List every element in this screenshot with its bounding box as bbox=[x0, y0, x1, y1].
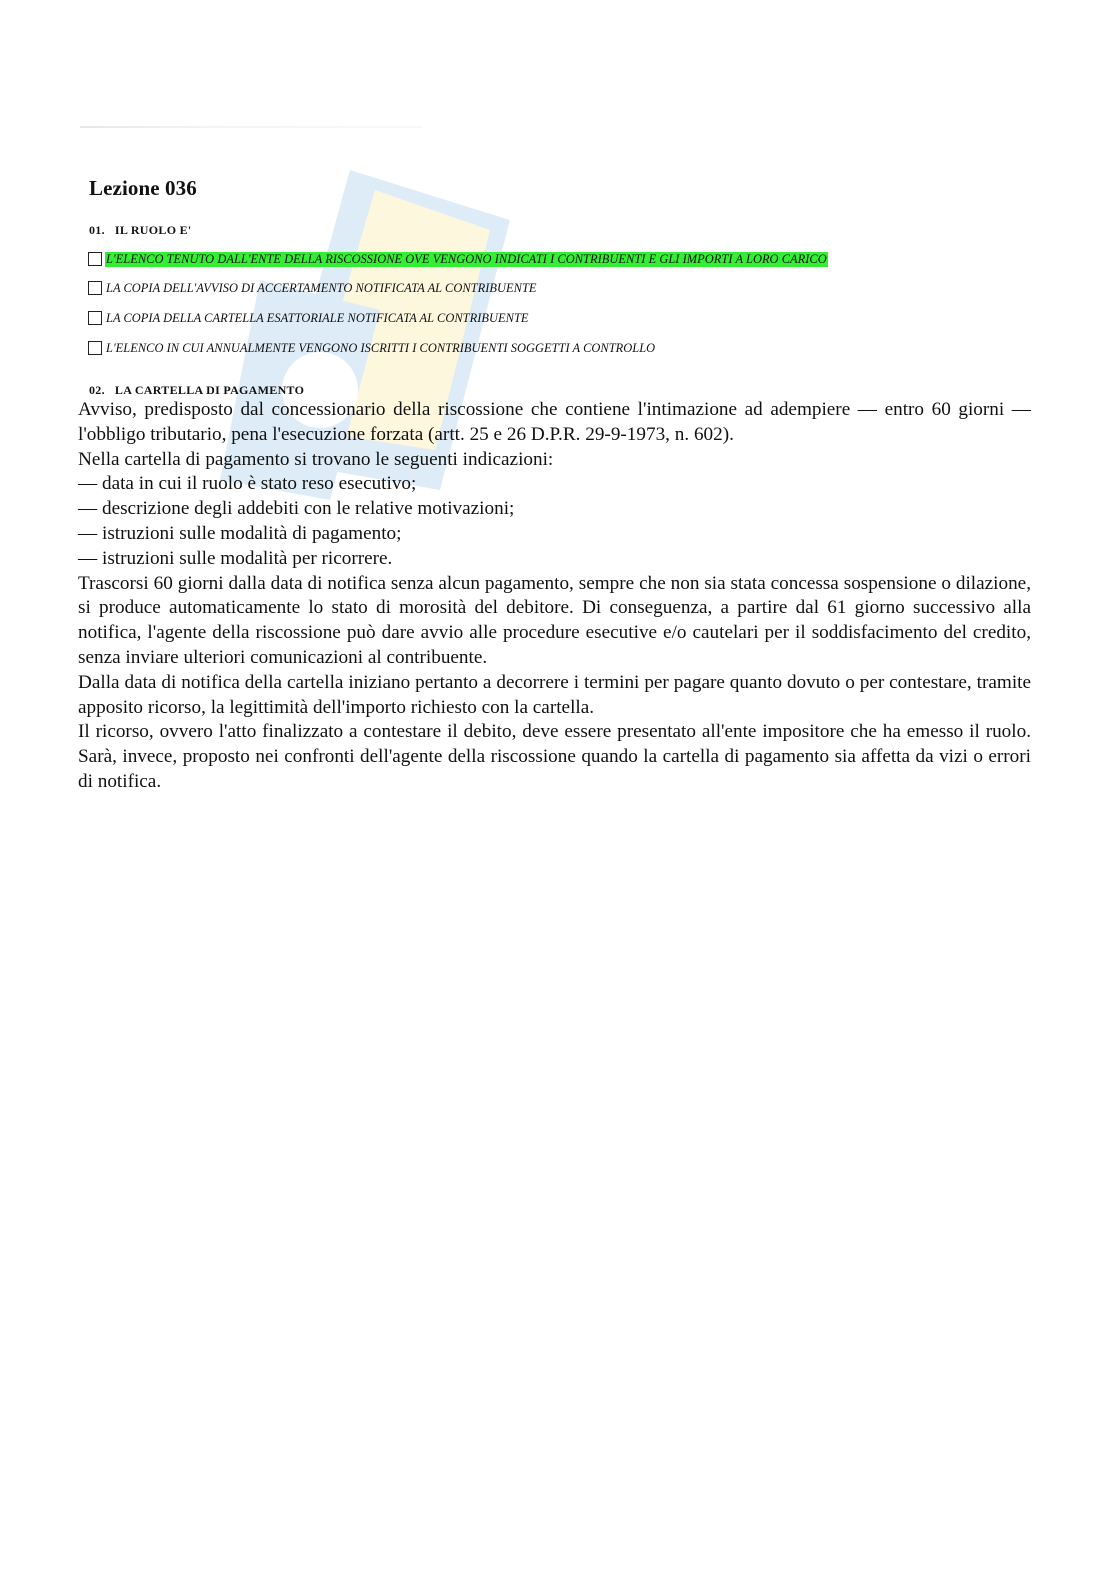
option-3[interactable] bbox=[88, 309, 530, 327]
answer-list-item: — istruzioni sulle modalità di pagamento; bbox=[78, 522, 402, 544]
question-number: 01. bbox=[89, 223, 105, 237]
question-number: 02. bbox=[89, 383, 105, 397]
answer-list-item: — descrizione degli addebiti con le relative motivazioni; bbox=[78, 498, 515, 520]
lesson-title: Lezione 036 bbox=[89, 176, 197, 200]
option-1[interactable] bbox=[88, 250, 828, 268]
question-heading-02 bbox=[89, 383, 304, 398]
checkbox-icon[interactable] bbox=[88, 341, 102, 355]
option-text: LA COPIA DELLA CARTELLA ESATTORIALE NOTIFICATA AL CONTRIBUENTE bbox=[106, 310, 529, 325]
option-text: LA COPIA DELL'AVVISO DI ACCERTAMENTO NOTIFICATA AL CONTRIBUENTE bbox=[106, 280, 537, 295]
checkbox-icon[interactable] bbox=[88, 281, 102, 295]
answer-list-item: — istruzioni sulle modalità per ricorrere. bbox=[78, 547, 393, 569]
checkbox-icon[interactable] bbox=[88, 311, 102, 325]
checkbox-icon[interactable] bbox=[88, 252, 102, 266]
answer-paragraph: Trascorsi 60 giorni dalla data di notifica senza alcun pagamento, sempre che non sia stata concessa sospensione o dilazione, si produce automaticamente lo stato di morosità del debitore. Di conseguenza, a partire dal 61 giorno successivo alla notifica, l'agente della riscossione può dare avvio alle procedure esecutive e/o cautelari per il soddisfacimento del credito, senza inviare ulteriori comunicazioni al contribuente. bbox=[78, 572, 1031, 668]
question-title: LA CARTELLA DI PAGAMENTO bbox=[114, 383, 305, 397]
answer-paragraph: Avviso, predisposto dal concessionario della riscossione che contiene l'intimazione ad adempiere — entro 60 giorni — l'obbligo tributario, pena l'esecuzione forzata (artt. 25 e 26 D.P.R. 29-9-1973, n. 602). bbox=[78, 399, 1031, 445]
question-title: IL RUOLO E' bbox=[114, 223, 192, 237]
answer-body bbox=[78, 398, 1031, 795]
option-text: L'ELENCO IN CUI ANNUALMENTE VENGONO ISCRITTI I CONTRIBUENTI SOGGETTI A CONTROLLO bbox=[106, 340, 656, 355]
answer-paragraph: Il ricorso, ovvero l'atto finalizzato a contestare il debito, deve essere presentato all'ente impositore che ha emesso il ruolo. Sarà, invece, proposto nei confronti dell'agente della riscossione quando la cartella di pagamento sia affetta da vizi o errori di notifica. bbox=[78, 721, 1031, 792]
answer-list-item: — data in cui il ruolo è stato reso esecutivo; bbox=[78, 473, 417, 495]
option-2[interactable] bbox=[88, 279, 538, 297]
answer-paragraph: Nella cartella di pagamento si trovano le seguenti indicazioni: bbox=[78, 448, 554, 470]
answer-paragraph: Dalla data di notifica della cartella iniziano pertanto a decorrere i termini per pagare quanto dovuto o per contestare, tramite apposito ricorso, la legittimità dell'importo richiesto con la cartella. bbox=[78, 671, 1031, 718]
option-text-correct: L'ELENCO TENUTO DALL'ENTE DELLA RISCOSSIONE OVE VENGONO INDICATI I CONTRIBUENTI E GLI IMPORTI A LORO CARICO bbox=[106, 251, 827, 266]
question-heading-01 bbox=[89, 223, 192, 238]
option-4[interactable] bbox=[88, 339, 656, 357]
scan-artifact-line bbox=[80, 126, 422, 128]
